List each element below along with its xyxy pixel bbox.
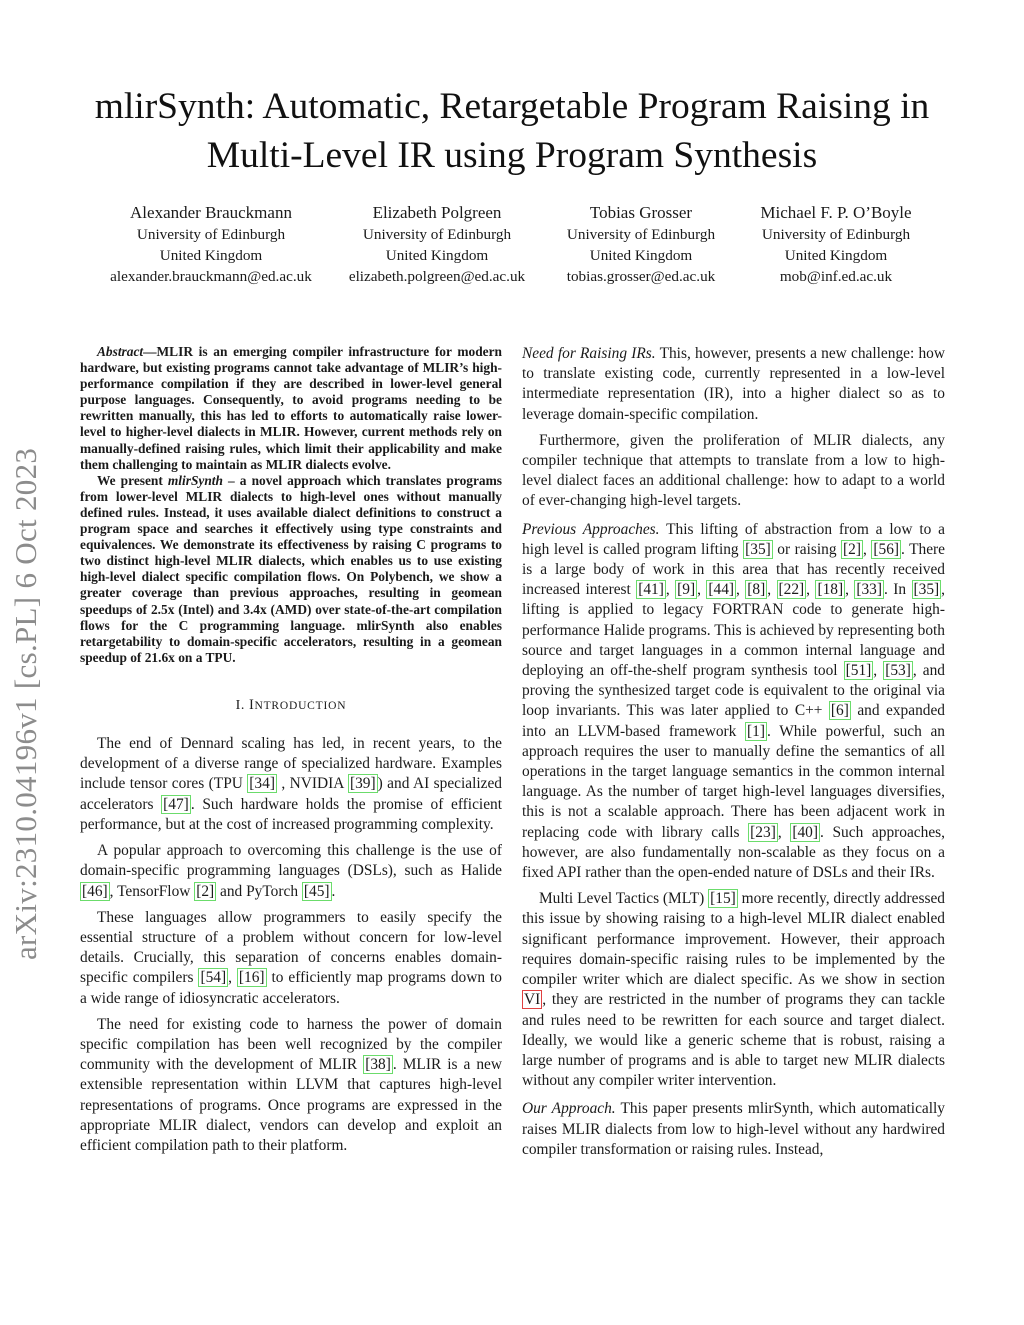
author-email: mob@inf.ed.ac.uk <box>779 268 893 285</box>
author-email: alexander.brauckmann@ed.ac.uk <box>110 268 312 285</box>
author-name: Alexander Brauckmann <box>130 203 292 222</box>
author-2 <box>334 202 540 287</box>
citation-link[interactable]: [41] <box>638 581 664 599</box>
abstract <box>80 344 502 666</box>
abstract-paragraph-1 <box>80 344 502 473</box>
paragraph: The end of Dennard scaling has led, in recent years, to the development of a diverse range of specialized hardware. Examples include tensor cores (TPU [34] , NVIDIA [39] ) and AI specialized accelerators [47] . Such hardware holds the promise of efficient performance, but at the cost of increased programming complexity. <box>80 735 502 833</box>
abstract-tool-name: mlirSynth <box>167 472 223 488</box>
citation-link[interactable]: [35] <box>913 581 940 599</box>
citation-link[interactable]: [22] <box>778 581 805 599</box>
author-affiliation: University of Edinburgh <box>362 226 512 243</box>
citation-link[interactable]: [2] <box>196 882 215 900</box>
left-column <box>80 344 502 1162</box>
author-1 <box>92 202 330 287</box>
author-affiliation: University of Edinburgh <box>136 226 286 243</box>
author-country: United Kingdom <box>784 247 888 264</box>
citation-link[interactable]: [46] <box>82 882 108 900</box>
author-email: elizabeth.polgreen@ed.ac.uk <box>348 268 526 285</box>
citation-link[interactable]: [38] <box>365 1056 391 1074</box>
abstract-label: Abstract <box>97 344 144 359</box>
paragraph: The need for existing code to harness the power of domain specific compilation has been well recognized by the compiler community with the development of MLIR [38] . MLIR is a new extensible representation within LLVM that captures high-level representations of programs. Once programs are expressed in the appropriate MLIR dialect, vendors can develop and exploit an efficient compilation path to their platform. <box>80 1015 503 1154</box>
run-in-heading: Need for Raising IRs. <box>522 345 656 362</box>
citation-link[interactable]: [2] <box>843 540 861 558</box>
citation-link[interactable]: [34] <box>249 775 275 793</box>
paragraph-previous-approaches: Previous Approaches. This lifting of abstraction from a low to a high level is called program lifting [35] or raising [2] , [56] . There is a large body of work in this area that has recently received increased interest [41] , [9] , [44] , [8] , [22] , [18] , [33] . In [35] , lifting is applied to legacy FORTRAN code to generate high-performance Halide programs. This is achieved by representing both source and target languages in a common internal language and deploying an off-the-shelf program synthesis tool [51] , [53] , and proving the synthesized target code is equivalent to the original via loop invariants. This was later applied to C++ [6] and expanded into an LLVM-based framework [1] . While powerful, such an approach requires the user to manually define the semantics of all operations in the target language semantics in the common internal language. As the number of target high-level languages diversifies, this is not a scalable approach. There has been adjacent work in replacing code with library calls [23] , [40] . Such approaches, however, are also fundamentally non-scalable as they focus on a fixed API rather than the open-ended nature of DSLs and their IRs. <box>522 520 946 882</box>
section-number: I. <box>235 697 246 713</box>
introduction-left-body <box>80 734 502 1156</box>
paragraph-need-for-raising: Need for Raising IRs. This, however, presents a new challenge: how to translate existing code, currently represented in a low-level intermediate representation (IR), into a higher dialect so as to leverage domain-specific compilation. <box>522 345 945 423</box>
author-name: Tobias Grosser <box>589 203 693 222</box>
author-4 <box>738 202 934 287</box>
run-in-heading: Our Approach. <box>522 1100 616 1118</box>
author-country: United Kingdom <box>159 247 263 264</box>
paragraph: A popular approach to overcoming this challenge is the use of domain-specific programming languages (DSLs), such as Halide [46] , TensorFlow [2] and PyTorch [45] . <box>80 842 502 900</box>
author-country: United Kingdom <box>385 247 489 264</box>
author-affiliation: University of Edinburgh <box>761 226 911 243</box>
abstract-text: We present <box>97 472 168 488</box>
citation-link[interactable]: [47] <box>163 795 189 813</box>
citation-link[interactable]: [40] <box>792 823 818 841</box>
section-initial: I <box>249 696 255 713</box>
right-column <box>522 344 945 1166</box>
citation-link[interactable]: [33] <box>856 581 883 599</box>
citation-link[interactable]: [15] <box>710 890 736 908</box>
arxiv-identifier: arXiv:2310.04196v1 [cs.PL] 6 Oct 2023 <box>8 447 43 960</box>
abstract-paragraph-2 <box>80 473 502 666</box>
author-affiliation: University of Edinburgh <box>566 226 716 243</box>
abstract-text: —MLIR is an emerging compiler infrastructure for modern hardware, but existing programs cannot take advantage of MLIR’s high-performance compilation if they are described in lower-level general purpose languages. Consequently, to avoid programs needing to be rewritten manually, this has led to efforts to automatically raise lower-level to higher-level dialects in MLIR. However, current methods rely on manually-defined raising rules, which limit their applicability and make them challenging to maintain as MLIR dialects evolve. <box>80 344 502 472</box>
citation-link[interactable]: [51] <box>845 662 872 680</box>
author-3 <box>552 202 730 287</box>
citation-link[interactable]: [39] <box>349 775 376 793</box>
section-reference-link[interactable]: VI <box>524 991 541 1009</box>
citation-link[interactable]: [6] <box>830 702 849 720</box>
author-name: Elizabeth Polgreen <box>372 203 502 222</box>
paragraph-mlt: Multi Level Tactics (MLT) [15] more recently, directly addressed this issue by showing raising to a high-level MLIR dialect enabled significant performance improvement. However, their approach requires domain-specific raising rules to be implemented by the compiler writer which are dialect specific. As we show in section VI , they are restricted in the number of programs they can tackle and rules need to be rewritten for each source and target dialect. Ideally, we would like a generic scheme that is robust, raising a large number of programs and is able to target new MLIR dialects without any compiler writer intervention. <box>522 890 945 1090</box>
abstract-text: – a novel approach which translates programs from lower-level MLIR dialects to high-level ones without manually defined rules. Instead, it uses available dialect definitions to construct a program space and searches it effectively using type constraints and equivalences. We demonstrate its effectiveness by raising C programs to two distinct high-level MLIR dialects, which enables us to use existing high-level dialect specific compilation flows. On Polybench, we show a greater coverage than previous approaches, resulting in geomean speedups of 2.5x (Intel) and 3.4x (AMD) over state-of-the-art compilation flows for the C programming language. mlirSynth also enables retargetability to domain-specific accelerators, resulting in a geomean speedup of 21.6x on a TPU. <box>80 472 502 665</box>
run-in-heading: Previous Approaches. <box>522 520 660 538</box>
citation-link[interactable]: [16] <box>238 969 265 987</box>
citation-link[interactable]: [56] <box>873 540 900 558</box>
author-email: tobias.grosser@ed.ac.uk <box>566 268 716 285</box>
citation-link[interactable]: [54] <box>200 969 227 987</box>
paper-title: mlirSynth: Automatic, Retargetable Program Raising in Multi-Level IR using Program Synthesis <box>94 86 930 176</box>
citation-link[interactable]: [45] <box>303 882 330 900</box>
author-name: Michael F. P. O’Boyle <box>760 203 912 222</box>
author-country: United Kingdom <box>589 247 693 264</box>
citation-link[interactable]: [23] <box>750 823 776 841</box>
paragraph-our-approach: Our Approach. This paper presents mlirSynth, which automatically raises MLIR dialects from low to high-level without any hardwired compiler transformation or raising rules. Instead, <box>522 1100 945 1158</box>
citation-link[interactable]: [53] <box>885 662 911 680</box>
citation-link[interactable]: [18] <box>817 581 844 599</box>
citation-link[interactable]: [35] <box>745 540 771 558</box>
section-heading-introduction <box>80 695 502 716</box>
citation-link[interactable]: [8] <box>747 581 766 599</box>
citation-link[interactable]: [44] <box>708 581 735 599</box>
citation-link[interactable]: [9] <box>677 581 696 599</box>
citation-link[interactable]: [1] <box>747 722 765 740</box>
paragraph: These languages allow programmers to easily specify the essential structure of a problem without concern for low-level details. Crucially, this separation of concerns enables domain-specific compilers [54] , [16] to efficiently map programs down to a wide range of idiosyncratic accelerators. <box>80 908 502 1007</box>
section-title-rest: NTRODUCTION <box>254 699 347 712</box>
paragraph: Furthermore, given the proliferation of MLIR dialects, any compiler technique that attempts to translate from a low to high-level dialect faces an additional challenge: how to adapt to a world of ever-changing high-level targets. <box>522 431 945 510</box>
